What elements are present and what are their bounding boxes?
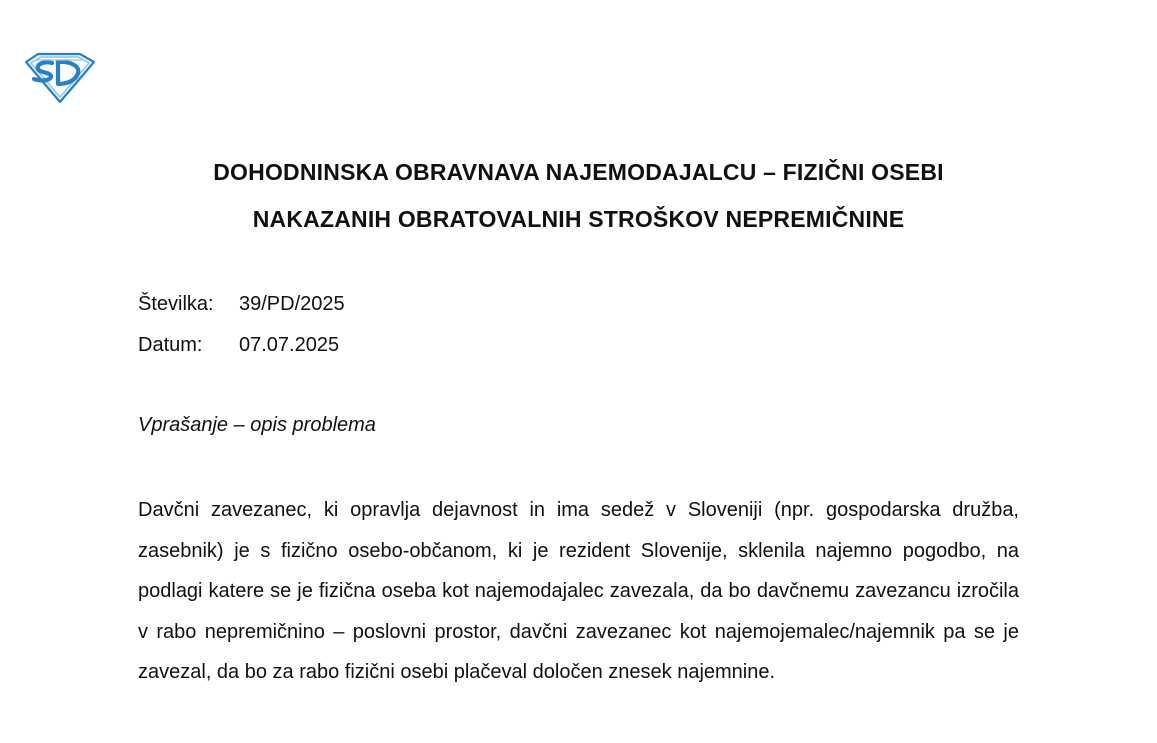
- number-value: 39/PD/2025: [239, 293, 345, 315]
- body-paragraph: Davčni zavezanec, ki opravlja dejavnost in ima sedež v Sloveniji (npr. gospodarska družba, zasebnik) je s fizično osebo-občanom, ki je rezident Slovenije, sklenila najemno pogodbo, na podlagi katere se je fizična oseba kot najemodajalec zavezala, da bo davčnemu zavezancu izročila v rabo nepremičnino – poslovni prostor, davčni zavezanec kot najemojemalec/najemnik pa se je zavezal, da bo za rabo fizični osebi plačeval določen znesek najemnine.: [138, 499, 1019, 683]
- date-value: 07.07.2025: [239, 334, 340, 356]
- date-label: Datum:: [138, 334, 203, 356]
- sd-logo-icon: [22, 48, 96, 104]
- document-title-line2: NAKAZANIH OBRATOVALNIH STROŠKOV NEPREMIČNINE: [252, 206, 905, 232]
- number-row: [138, 293, 345, 316]
- document-title-line1: DOHODNINSKA OBRAVNAVA NAJEMODAJALCU – FIZIČNI OSEBI: [213, 159, 944, 185]
- number-label: Številka:: [138, 293, 214, 315]
- date-row: [138, 334, 339, 357]
- section-heading: Vprašanje – opis problema: [138, 414, 376, 436]
